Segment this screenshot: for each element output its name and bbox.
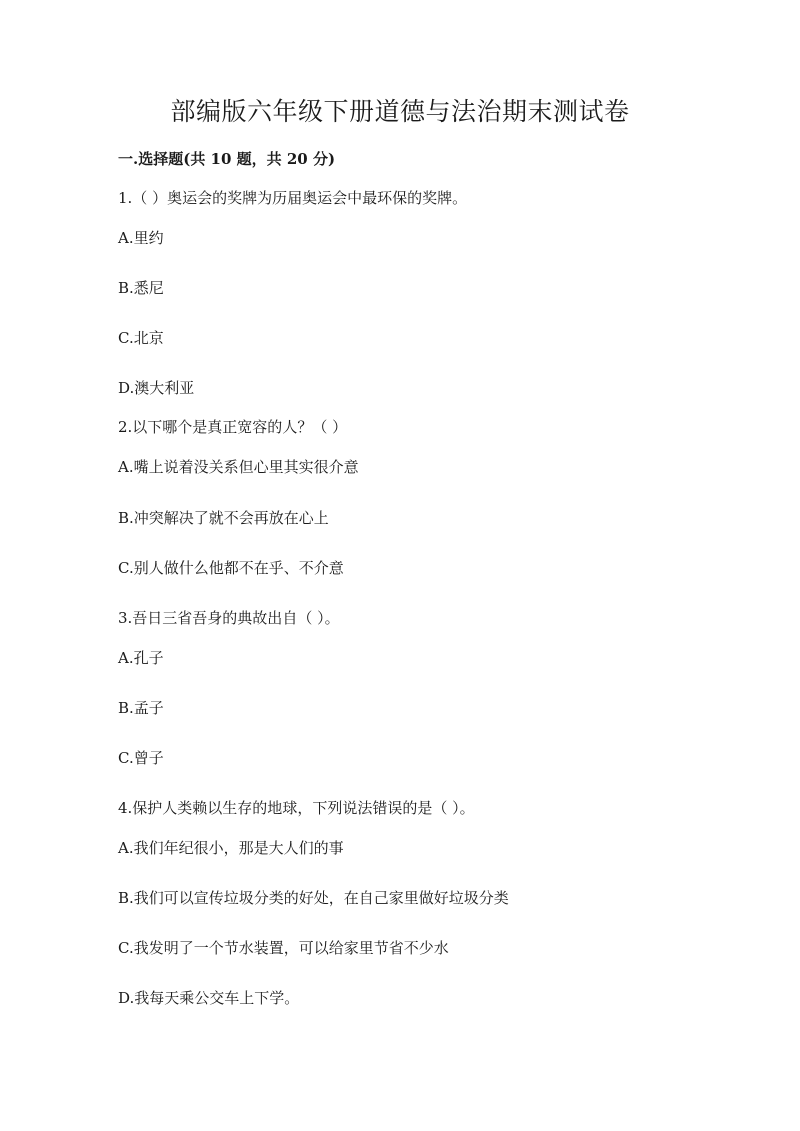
question-1-option-a: A.里约 <box>118 229 164 247</box>
question-3-option-b: B.孟子 <box>118 699 164 717</box>
question-4-option-d: D.我每天乘公交车上下学。 <box>118 989 300 1007</box>
question-4-option-a: A.我们年纪很小，那是大人们的事 <box>118 839 344 857</box>
exam-title: 部编版六年级下册道德与法治期末测试卷 <box>170 97 630 126</box>
question-1-option-c: C.北京 <box>118 329 164 347</box>
question-4-stem: 4.保护人类赖以生存的地球，下列说法错误的是（ ）。 <box>118 799 475 817</box>
question-4-option-b: B.我们可以宣传垃圾分类的好处，在自己家里做好垃圾分类 <box>118 889 509 907</box>
question-1-option-d: D.澳大利亚 <box>118 379 195 397</box>
question-3-option-c: C.曾子 <box>118 749 164 767</box>
question-2-option-b: B.冲突解决了就不会再放在心上 <box>118 509 329 527</box>
question-2-option-a: A.嘴上说着没关系但心里其实很介意 <box>118 458 359 476</box>
section-heading: 一.选择题(共 10 题，共 20 分) <box>118 150 336 168</box>
question-2-option-c: C.别人做什么他都不在乎、不介意 <box>118 559 344 577</box>
question-3-stem: 3.吾日三省吾身的典故出自（ ）。 <box>118 609 340 627</box>
question-2-stem: 2.以下哪个是真正宽容的人？（ ） <box>118 418 348 436</box>
question-4-option-c: C.我发明了一个节水装置，可以给家里节省不少水 <box>118 939 449 957</box>
question-1-stem: 1.（ ）奥运会的奖牌为历届奥运会中最环保的奖牌。 <box>118 189 468 207</box>
question-1-option-b: B.悉尼 <box>118 279 164 297</box>
question-3-option-a: A.孔子 <box>118 649 164 667</box>
